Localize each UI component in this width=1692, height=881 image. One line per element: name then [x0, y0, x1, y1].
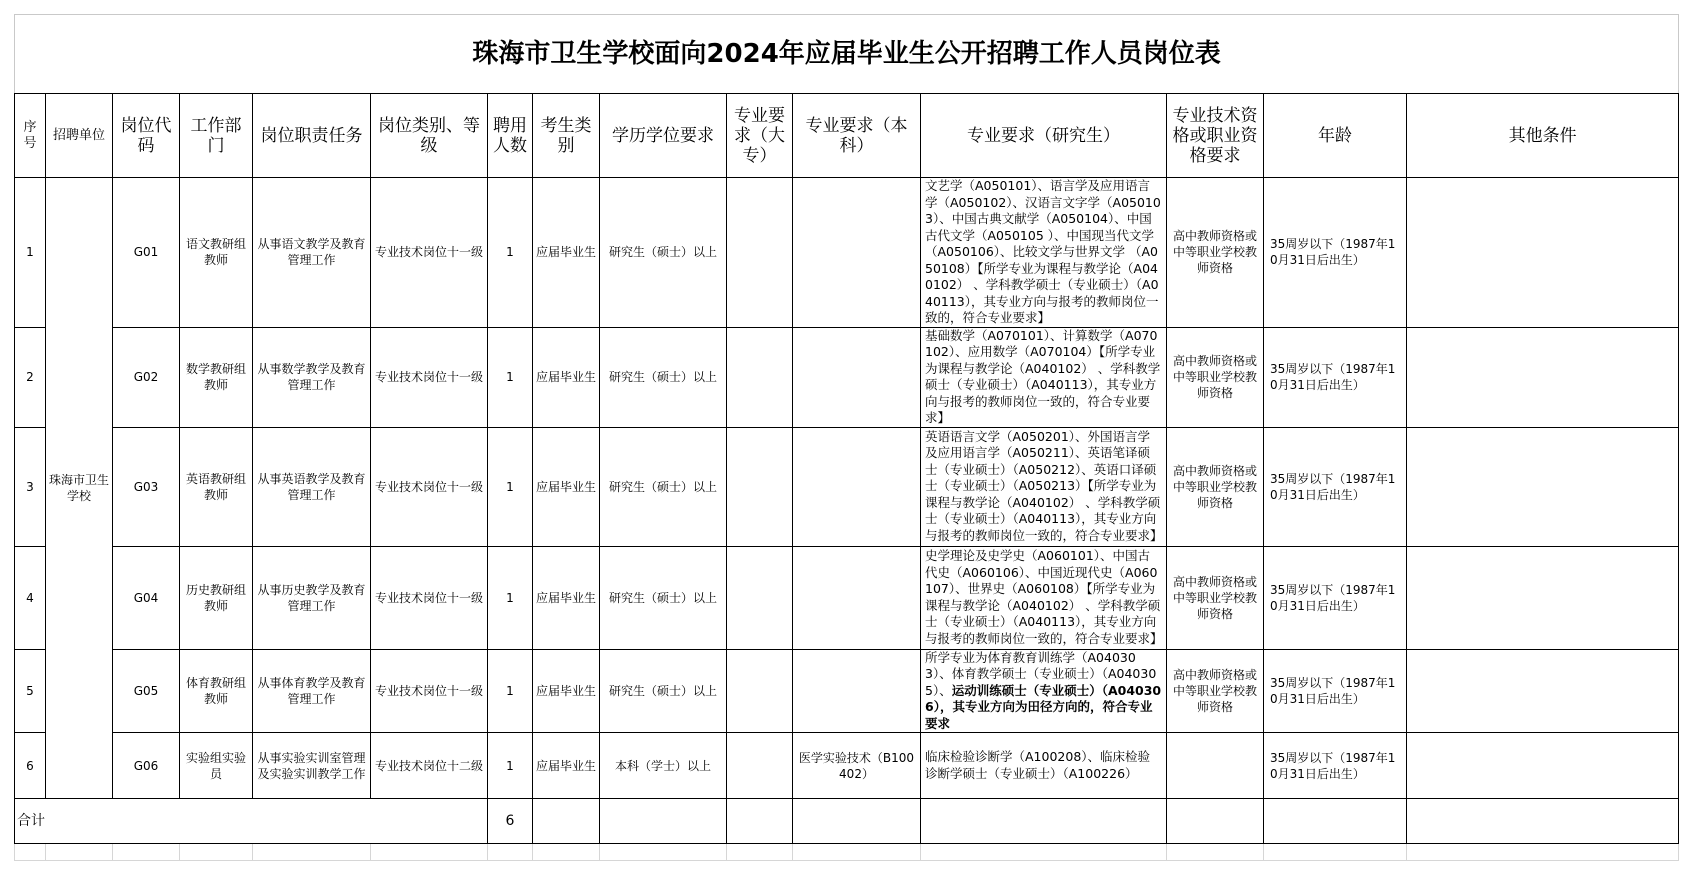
cell-major-undergrad — [793, 427, 921, 546]
spreadsheet — [14, 14, 1678, 866]
cell-major-undergrad — [793, 327, 921, 427]
cell-major-college — [727, 546, 793, 649]
cell-major-grad — [921, 546, 1167, 649]
blank-cell — [180, 844, 253, 861]
cell-dept: 数学教研组教师 — [180, 327, 253, 427]
cell-duty: 从事数学教学及教育管理工作 — [253, 327, 371, 427]
total-empty-cell — [793, 799, 921, 844]
cell-count: 1 — [488, 327, 533, 427]
header-seq: 序号 — [15, 94, 46, 178]
cell-age: 35周岁以下（1987年10月31日后出生） — [1264, 178, 1407, 328]
blank-cell — [1264, 844, 1407, 861]
table-row — [15, 546, 1679, 649]
cell-seq: 3 — [15, 427, 46, 546]
cell-education: 研究生（硕士）以上 — [600, 546, 727, 649]
cell-dept: 体育教研组教师 — [180, 649, 253, 733]
cell-duty: 从事英语教学及教育管理工作 — [253, 427, 371, 546]
blank-cell — [253, 844, 371, 861]
cell-major-grad — [921, 733, 1167, 799]
cell-count: 1 — [488, 427, 533, 546]
cell-major-undergrad — [793, 178, 921, 328]
header-major-undergrad: 专业要求（本科） — [793, 94, 921, 178]
cell-major-college — [727, 427, 793, 546]
table-row — [15, 427, 1679, 546]
cell-major-grad — [921, 178, 1167, 328]
blank-cell — [113, 844, 180, 861]
header-count: 聘用人数 — [488, 94, 533, 178]
cell-age: 35周岁以下（1987年10月31日后出生） — [1264, 427, 1407, 546]
cell-other — [1407, 733, 1679, 799]
cell-major-grad — [921, 649, 1167, 733]
cell-major-undergrad — [793, 649, 921, 733]
cell-candidate-type: 应届毕业生 — [533, 327, 600, 427]
cell-dept: 历史教研组教师 — [180, 546, 253, 649]
cell-count: 1 — [488, 649, 533, 733]
cell-qualification: 高中教师资格或中等职业学校教师资格 — [1167, 427, 1264, 546]
blank-cell — [488, 844, 533, 861]
cell-category: 专业技术岗位十一级 — [371, 546, 488, 649]
cell-code: G05 — [113, 649, 180, 733]
cell-category: 专业技术岗位十一级 — [371, 178, 488, 328]
major-grad-note: 【所学专业为课程与教学论（A040102） 、学科教学硕士（专业硕士）（A040113），其专业方向与报考的教师岗位一致的，符合专业要求】 — [925, 478, 1163, 543]
cell-dept: 实验组实验员 — [180, 733, 253, 799]
cell-major-college — [727, 327, 793, 427]
blank-cell — [46, 844, 113, 861]
header-category: 岗位类别、等级 — [371, 94, 488, 178]
blank-cell — [600, 844, 727, 861]
cell-category: 专业技术岗位十一级 — [371, 427, 488, 546]
cell-seq: 6 — [15, 733, 46, 799]
blank-row — [15, 844, 1679, 861]
cell-code: G02 — [113, 327, 180, 427]
major-grad-note: 【所学专业为课程与教学论（A040102） 、学科教学硕士（专业硕士）（A040113），其专业方向与报考的教师岗位一致的，符合专业要求】 — [925, 581, 1163, 646]
cell-code: G04 — [113, 546, 180, 649]
total-empty-cell — [533, 799, 600, 844]
blank-cell — [921, 844, 1167, 861]
cell-major-undergrad — [793, 546, 921, 649]
cell-education: 研究生（硕士）以上 — [600, 649, 727, 733]
cell-duty: 从事语文教学及教育管理工作 — [253, 178, 371, 328]
header-dept: 工作部门 — [180, 94, 253, 178]
cell-qualification: 高中教师资格或中等职业学校教师资格 — [1167, 546, 1264, 649]
cell-major-college — [727, 733, 793, 799]
cell-dept: 英语教研组教师 — [180, 427, 253, 546]
header-unit: 招聘单位 — [46, 94, 113, 178]
header-code: 岗位代码 — [113, 94, 180, 178]
blank-cell — [793, 844, 921, 861]
header-row — [15, 94, 1679, 178]
header-other: 其他条件 — [1407, 94, 1679, 178]
blank-cell — [533, 844, 600, 861]
cell-other — [1407, 546, 1679, 649]
blank-cell — [1167, 844, 1264, 861]
cell-major-grad — [921, 327, 1167, 427]
blank-cell — [727, 844, 793, 861]
cell-dept: 语文教研组教师 — [180, 178, 253, 328]
cell-code: G01 — [113, 178, 180, 328]
cell-age: 35周岁以下（1987年10月31日后出生） — [1264, 546, 1407, 649]
cell-code: G06 — [113, 733, 180, 799]
cell-seq: 4 — [15, 546, 46, 649]
major-grad-note: 运动训练硕士（专业硕士）（A040306），其专业方向为田径方向的，符合专业要求 — [925, 682, 1162, 731]
cell-duty: 从事实验实训室管理及实验实训教学工作 — [253, 733, 371, 799]
major-grad-text: 史学理论及史学史（A060101）、中国古代史（A060106）、中国近现代史（A060107）、世界史（A060108） — [925, 548, 1158, 596]
cell-education: 研究生（硕士）以上 — [600, 178, 727, 328]
cell-age: 35周岁以下（1987年10月31日后出生） — [1264, 733, 1407, 799]
cell-qualification: 高中教师资格或中等职业学校教师资格 — [1167, 178, 1264, 328]
cell-major-college — [727, 649, 793, 733]
header-qualification: 专业技术资格或职业资格要求 — [1167, 94, 1264, 178]
header-age: 年龄 — [1264, 94, 1407, 178]
header-candidate-type: 考生类别 — [533, 94, 600, 178]
total-empty-cell — [1167, 799, 1264, 844]
header-major-college: 专业要求（大专） — [727, 94, 793, 178]
table-row — [15, 327, 1679, 427]
cell-age: 35周岁以下（1987年10月31日后出生） — [1264, 649, 1407, 733]
total-empty-cell — [727, 799, 793, 844]
cell-education: 研究生（硕士）以上 — [600, 427, 727, 546]
total-empty-cell — [921, 799, 1167, 844]
header-education: 学历学位要求 — [600, 94, 727, 178]
total-row — [15, 799, 1679, 844]
blank-cell — [15, 844, 46, 861]
cell-candidate-type: 应届毕业生 — [533, 427, 600, 546]
cell-qualification: 高中教师资格或中等职业学校教师资格 — [1167, 649, 1264, 733]
cell-code: G03 — [113, 427, 180, 546]
major-grad-text: 临床检验诊断学（A100208）、临床检验诊断学硕士（专业硕士）（A100226） — [925, 749, 1151, 781]
cell-candidate-type: 应届毕业生 — [533, 649, 600, 733]
table-row — [15, 178, 1679, 328]
job-table — [14, 14, 1679, 861]
cell-count: 1 — [488, 546, 533, 649]
table-row — [15, 733, 1679, 799]
table-row — [15, 649, 1679, 733]
header-major-grad: 专业要求（研究生） — [921, 94, 1167, 178]
cell-candidate-type: 应届毕业生 — [533, 546, 600, 649]
total-label: 合计 — [15, 799, 488, 844]
cell-candidate-type: 应届毕业生 — [533, 178, 600, 328]
cell-seq: 2 — [15, 327, 46, 427]
cell-candidate-type: 应届毕业生 — [533, 733, 600, 799]
cell-other — [1407, 649, 1679, 733]
cell-education: 本科（学士）以上 — [600, 733, 727, 799]
cell-other — [1407, 327, 1679, 427]
total-empty-cell — [1264, 799, 1407, 844]
cell-category: 专业技术岗位十二级 — [371, 733, 488, 799]
total-empty-cell — [600, 799, 727, 844]
major-grad-note: 【所学专业为课程与教学论（A040102） 、学科教学硕士（专业硕士）（A040113），其专业方向与报考的教师岗位一致的，符合专业要求】 — [925, 344, 1161, 425]
blank-cell — [371, 844, 488, 861]
cell-count: 1 — [488, 178, 533, 328]
cell-unit: 珠海市卫生学校 — [46, 178, 113, 799]
cell-qualification: 高中教师资格或中等职业学校教师资格 — [1167, 327, 1264, 427]
cell-other — [1407, 427, 1679, 546]
cell-duty: 从事体育教学及教育管理工作 — [253, 649, 371, 733]
header-duty: 岗位职责任务 — [253, 94, 371, 178]
cell-major-undergrad: 医学实验技术（B100402） — [793, 733, 921, 799]
major-grad-text: 基础数学（A070101）、计算数学（A070102）、应用数学（A070104） — [925, 327, 1158, 359]
major-grad-text: 文艺学（A050101）、语言学及应用语言学（A050102）、汉语言文字学（A050103）、中国古典文献学（A050104）、中国古代文学（A050105 ）、中国现当代文学（A050106）、比较文学与世界文学 （A050108） — [925, 178, 1161, 276]
major-grad-text: 所学专业为体育教育训练学（A040303）、体育教学硕士（专业硕士）（A040305）、 — [925, 649, 1157, 698]
cell-major-college — [727, 178, 793, 328]
cell-count: 1 — [488, 733, 533, 799]
cell-category: 专业技术岗位十一级 — [371, 327, 488, 427]
cell-duty: 从事历史教学及教育管理工作 — [253, 546, 371, 649]
major-grad-note: 【所学专业为课程与教学论（A040102） 、学科教学硕士（专业硕士）（A040113），其专业方向与报考的教师岗位一致的，符合专业要求】 — [925, 260, 1159, 325]
cell-major-grad — [921, 427, 1167, 546]
table-title: 珠海市卫生学校面向2024年应届毕业生公开招聘工作人员岗位表 — [15, 15, 1679, 94]
cell-education: 研究生（硕士）以上 — [600, 327, 727, 427]
total-count: 6 — [488, 799, 533, 844]
cell-age: 35周岁以下（1987年10月31日后出生） — [1264, 327, 1407, 427]
cell-qualification — [1167, 733, 1264, 799]
blank-cell — [1407, 844, 1679, 861]
cell-category: 专业技术岗位十一级 — [371, 649, 488, 733]
major-grad-text: 英语语言文学（A050201）、外国语言学及应用语言学（A050211）、英语笔译硕士（专业硕士）（A050212）、英语口译硕士（专业硕士）（A050213） — [925, 428, 1157, 494]
total-empty-cell — [1407, 799, 1679, 844]
cell-seq: 1 — [15, 178, 46, 328]
cell-seq: 5 — [15, 649, 46, 733]
cell-other — [1407, 178, 1679, 328]
